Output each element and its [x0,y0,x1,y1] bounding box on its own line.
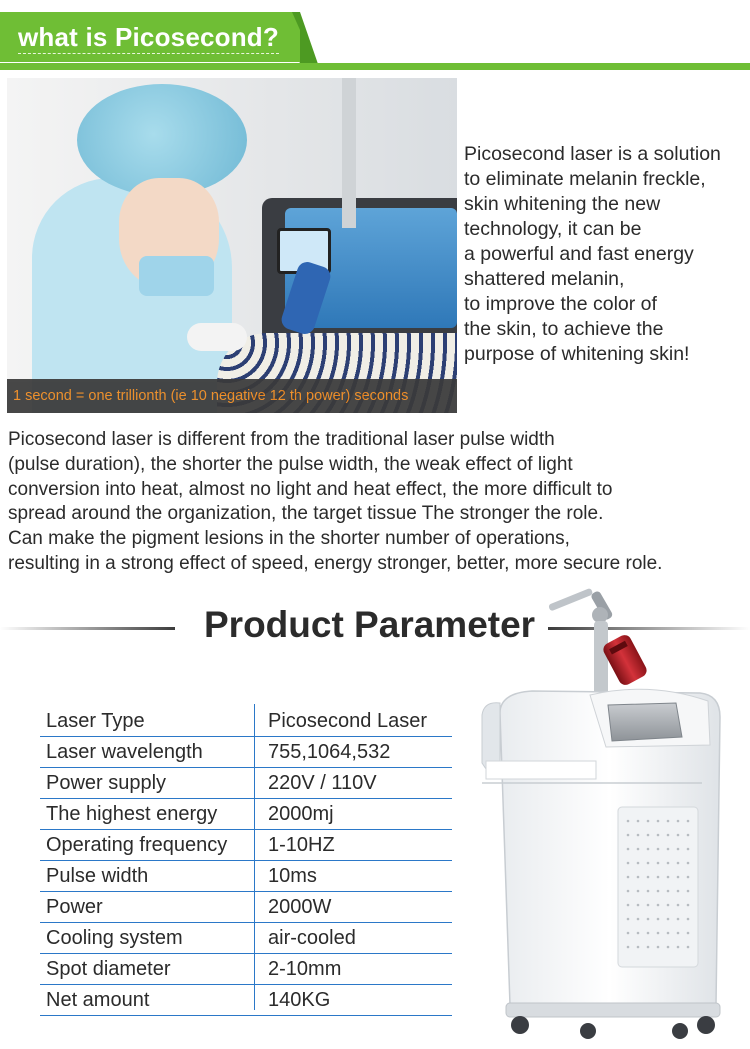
param-key: Power [46,896,103,918]
device-drawer [486,761,596,779]
table-row [40,892,452,923]
param-key: Laser wavelength [46,741,203,763]
table-row [40,923,452,954]
param-value: 10ms [268,865,317,887]
paragraph-line: resulting in a strong effect of speed, energy stronger, better, more secure role. [8,552,663,574]
device-base [506,1003,720,1017]
param-value: Picosecond Laser [268,710,427,732]
param-value: 140KG [268,989,331,1011]
table-row [40,768,452,799]
table-row [40,704,452,737]
title-rule-left [0,627,175,630]
intro-line: purpose of whitening skin! [464,343,690,365]
param-key: Net amount [46,989,150,1011]
vent-panel [618,807,698,967]
table-row [40,830,452,861]
intro-line: Picosecond laser is a solution [464,143,721,165]
param-value: 2-10mm [268,958,342,980]
device-screen [608,703,682,741]
section-header [0,0,750,72]
header-title: what is Picosecond? [18,22,279,52]
practitioner-mask [139,256,214,296]
section-title: Product Parameter [204,604,536,645]
param-key: The highest energy [46,803,218,825]
header-rule [0,63,750,70]
device-wheels [511,1016,715,1039]
table-column-divider [254,704,255,1010]
param-key: Laser Type [46,710,145,732]
paragraph-line: conversion into heat, almost no light and heat effect, the more difficult to [8,478,613,500]
param-value: 2000W [268,896,332,918]
intro-line: to eliminate melanin freckle, [464,168,706,190]
table-row [40,737,452,768]
photo-caption: 1 second = one trillionth (ie 10 negative 12 th power) seconds [7,379,457,413]
param-value: 1-10HZ [268,834,335,856]
param-key: Power supply [46,772,167,794]
paragraph-line: spread around the organization, the target tissue The stronger the role. [8,503,604,525]
intro-line: technology, it can be [464,218,642,240]
intro-line: skin whitening the new [464,193,661,215]
table-row [40,799,452,830]
description-paragraph [8,428,748,577]
param-value: 2000mj [268,803,334,825]
param-value: air-cooled [268,927,356,949]
param-value: 220V / 110V [268,772,377,794]
intro-line: shattered melanin, [464,268,625,290]
laser-arm [342,78,356,228]
intro-line: to improve the color of [464,293,657,315]
intro-line: the skin, to achieve the [464,318,664,340]
table-row [40,985,452,1016]
table-row [40,861,452,892]
intro-text [464,142,748,367]
parameter-table [40,704,452,1016]
device-arm [548,588,614,701]
param-key: Pulse width [46,865,149,887]
paragraph-line: (pulse duration), the shorter the pulse width, the weak effect of light [8,453,573,475]
param-key: Operating frequency [46,834,228,856]
glove [187,323,247,351]
param-key: Cooling system [46,927,183,949]
intro-line: a powerful and fast energy [464,243,694,265]
paragraph-line: Can make the pigment lesions in the shorter number of operations, [8,528,570,550]
param-key: Spot diameter [46,958,171,980]
device-handpiece [601,633,649,688]
picosecond-device-illustration [470,585,745,1045]
table-row [40,954,452,985]
treatment-photo [7,78,457,413]
paragraph-line: Picosecond laser is different from the traditional laser pulse width [8,429,555,450]
param-value: 755,1064,532 [268,741,391,763]
